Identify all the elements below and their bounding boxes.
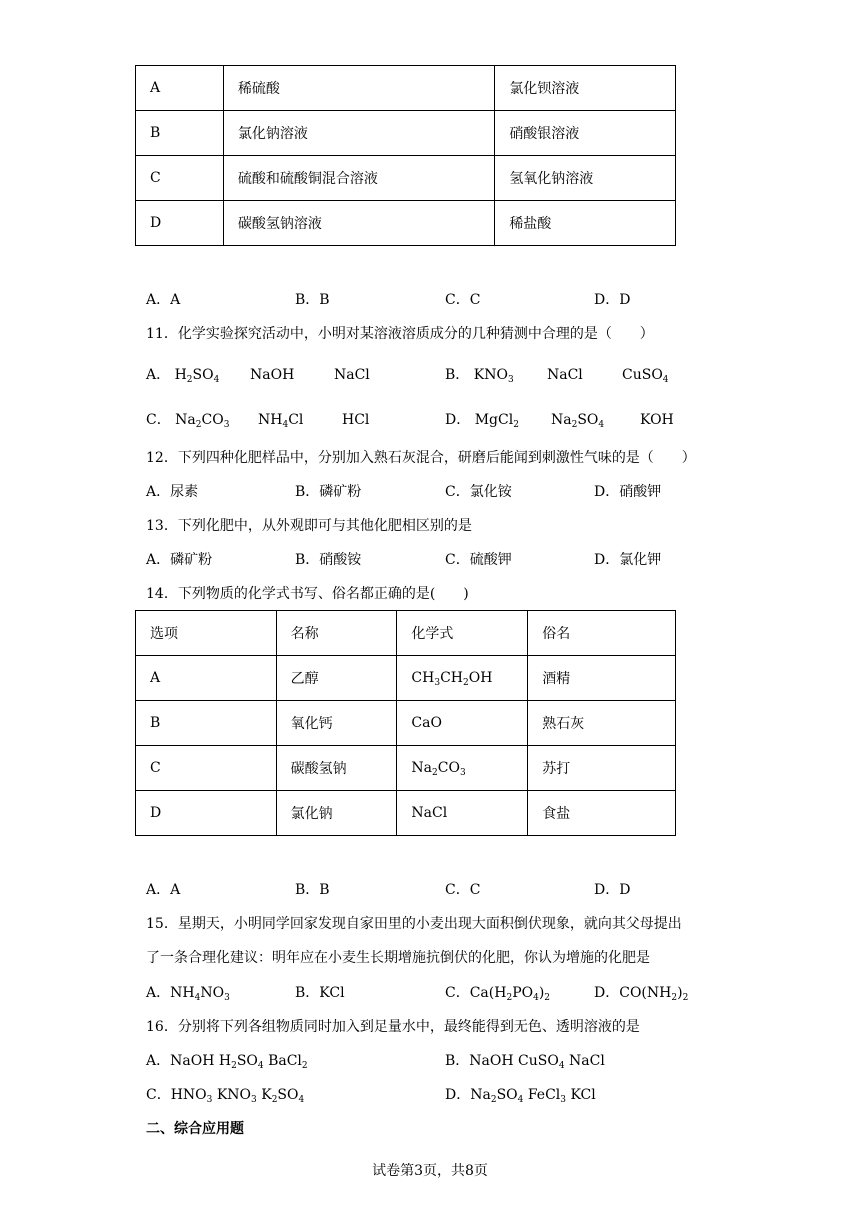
column-header: 选项 [136,611,277,656]
chemical-formula: KCl [319,985,345,1001]
table-cell: A [136,66,224,111]
table-cell: 苏打 [528,746,676,791]
question-12-stem: 12．下列四种化肥样品中，分别加入熟石灰混合，研磨后能闻到刺激性气味的是（ ） [146,450,696,466]
option-label: C． [146,1087,171,1103]
table-row [136,701,676,746]
table-cell: 乙醇 [276,656,397,701]
table-cell: 硫酸和硫酸铜混合溶液 [223,156,494,201]
substance-table [135,610,676,836]
table-cell: 氯化钠 [276,791,397,836]
option-d [445,411,519,429]
question-13-stem: 13．下列化肥中，从外观即可与其他化肥相区别的是 [146,518,472,534]
option-d [594,984,688,1002]
chemical-formula: NaOH CuSO$_4$ NaCl [469,1053,605,1071]
chemical-formula: NaCl [334,367,370,383]
option-b [295,984,345,1002]
table-cell: D [136,791,277,836]
question-15-stem-line2: 了一条合理化建议：明年应在小麦生长期增施抗倒伏的化肥，你认为增施的化肥是 [146,950,650,966]
chemical-formula: $Na_2CO_3$ [397,746,528,791]
table-row [136,156,676,201]
option-d: D．D [594,882,631,898]
option-c [146,411,229,429]
table-row [136,66,676,111]
option-a: A．A [146,292,181,308]
question-16-stem: 16．分别将下列各组物质同时加入到足量水中，最终能得到无色、透明溶液的是 [146,1019,640,1035]
option-c [445,984,550,1002]
option-b: B．B [295,882,330,898]
option-c: C．氯化铵 [445,484,512,500]
option-b: B．硝酸铵 [295,552,362,568]
table-row [136,791,676,836]
chemical-formula: $CH_3CH_2OH$ [397,656,528,701]
option-b [445,1052,605,1070]
option-label: C． [146,412,171,428]
chemical-formula: CuSO$_4$ [622,367,669,385]
option-a [146,366,219,384]
question-15-stem-line1: 15．星期天，小明同学回家发现自家田里的小麦出现大面积倒伏现象，就向其父母提出 [146,916,682,932]
table-row [136,746,676,791]
option-b [445,366,514,384]
table-cell: 稀硫酸 [223,66,494,111]
table-row [136,656,676,701]
chemical-formula: $Na_2CO_3$ [175,412,230,430]
option-label: B． [445,367,470,383]
chemical-formula: NaOH $H_2SO_4$ BaCl$_2$ [170,1053,308,1071]
option-d: D．氯化钾 [594,552,662,568]
table-cell: A [136,656,277,701]
option-c: C．C [445,292,481,308]
table-header-row [136,611,676,656]
column-header: 化学式 [397,611,528,656]
chemical-formula: $KNO_3$ [473,367,514,385]
table-cell: 氯化钠溶液 [223,111,494,156]
option-b: B．B [295,292,330,308]
chemical-formula: $CO(NH_2)_2$ [619,985,689,1003]
chemical-formula: $Na_2SO_4$ FeCl$_3$ KCl [470,1087,596,1105]
option-label: C． [445,985,470,1001]
chemical-formula: $NH_4NO_3$ [170,985,230,1003]
chemical-formula: $NH_4Cl$ [258,412,304,430]
chemical-formula: HCl [342,412,370,428]
option-d: D．D [594,292,631,308]
chemical-formula: KOH [640,412,674,428]
option-d [445,1086,596,1104]
option-a: A．磷矿粉 [146,552,213,568]
table-cell: 氧化钙 [276,701,397,746]
section-title: 二、综合应用题 [146,1121,244,1137]
option-label: B． [295,985,320,1001]
option-label: A． [146,985,171,1001]
table-cell: C [136,156,224,201]
table-cell: 碳酸氢钠 [276,746,397,791]
question-11-stem: 11．化学实验探究活动中，小明对某溶液溶质成分的几种猜测中合理的是（ ） [146,326,654,342]
option-label: D． [445,412,471,428]
table-cell: B [136,701,277,746]
option-label: A． [146,367,171,383]
table-cell: 食盐 [528,791,676,836]
chemical-formula: $H_2SO_4$ [174,367,220,385]
option-c [146,1086,304,1104]
table-cell: 氯化钡溶液 [495,66,676,111]
option-c: C．C [445,882,481,898]
chemical-formula: NaCl [547,367,583,383]
option-d: D．硝酸钾 [594,484,662,500]
page-footer: 试卷第3页，共8页 [372,1163,488,1179]
option-a: A．A [146,882,181,898]
chemical-formula: CaO [397,701,528,746]
option-b: B．磷矿粉 [295,484,362,500]
column-header: 俗名 [528,611,676,656]
option-label: D． [594,985,620,1001]
table-cell: 氢氧化钠溶液 [495,156,676,201]
table-cell: C [136,746,277,791]
chemical-formula: NaOH [250,367,295,383]
table-cell: 稀盐酸 [495,201,676,246]
chemical-formula: $Na_2SO_4$ [551,412,605,430]
option-label: D． [445,1087,471,1103]
column-header: 名称 [276,611,397,656]
option-label: A． [146,1053,171,1069]
option-a [146,984,230,1002]
table-row [136,201,676,246]
chemical-formula: $HNO_3$ $KNO_3$ $K_2SO_4$ [170,1087,305,1105]
chemical-formula: MgCl$_2$ [474,412,519,430]
option-label: B． [445,1053,470,1069]
table-cell: D [136,201,224,246]
chemical-formula: $Ca(H_2PO_4)_2$ [469,985,551,1003]
table-cell: B [136,111,224,156]
table-cell: 酒精 [528,656,676,701]
chemical-formula: NaCl [397,791,528,836]
option-a [146,1052,308,1070]
table-cell: 硝酸银溶液 [495,111,676,156]
table-row [136,111,676,156]
table-cell: 熟石灰 [528,701,676,746]
question-14-stem: 14．下列物质的化学式书写、俗名都正确的是( ) [146,586,469,602]
option-c: C．硫酸钾 [445,552,512,568]
reagent-table [135,65,676,246]
table-cell: 碳酸氢钠溶液 [223,201,494,246]
option-a: A．尿素 [146,484,199,500]
